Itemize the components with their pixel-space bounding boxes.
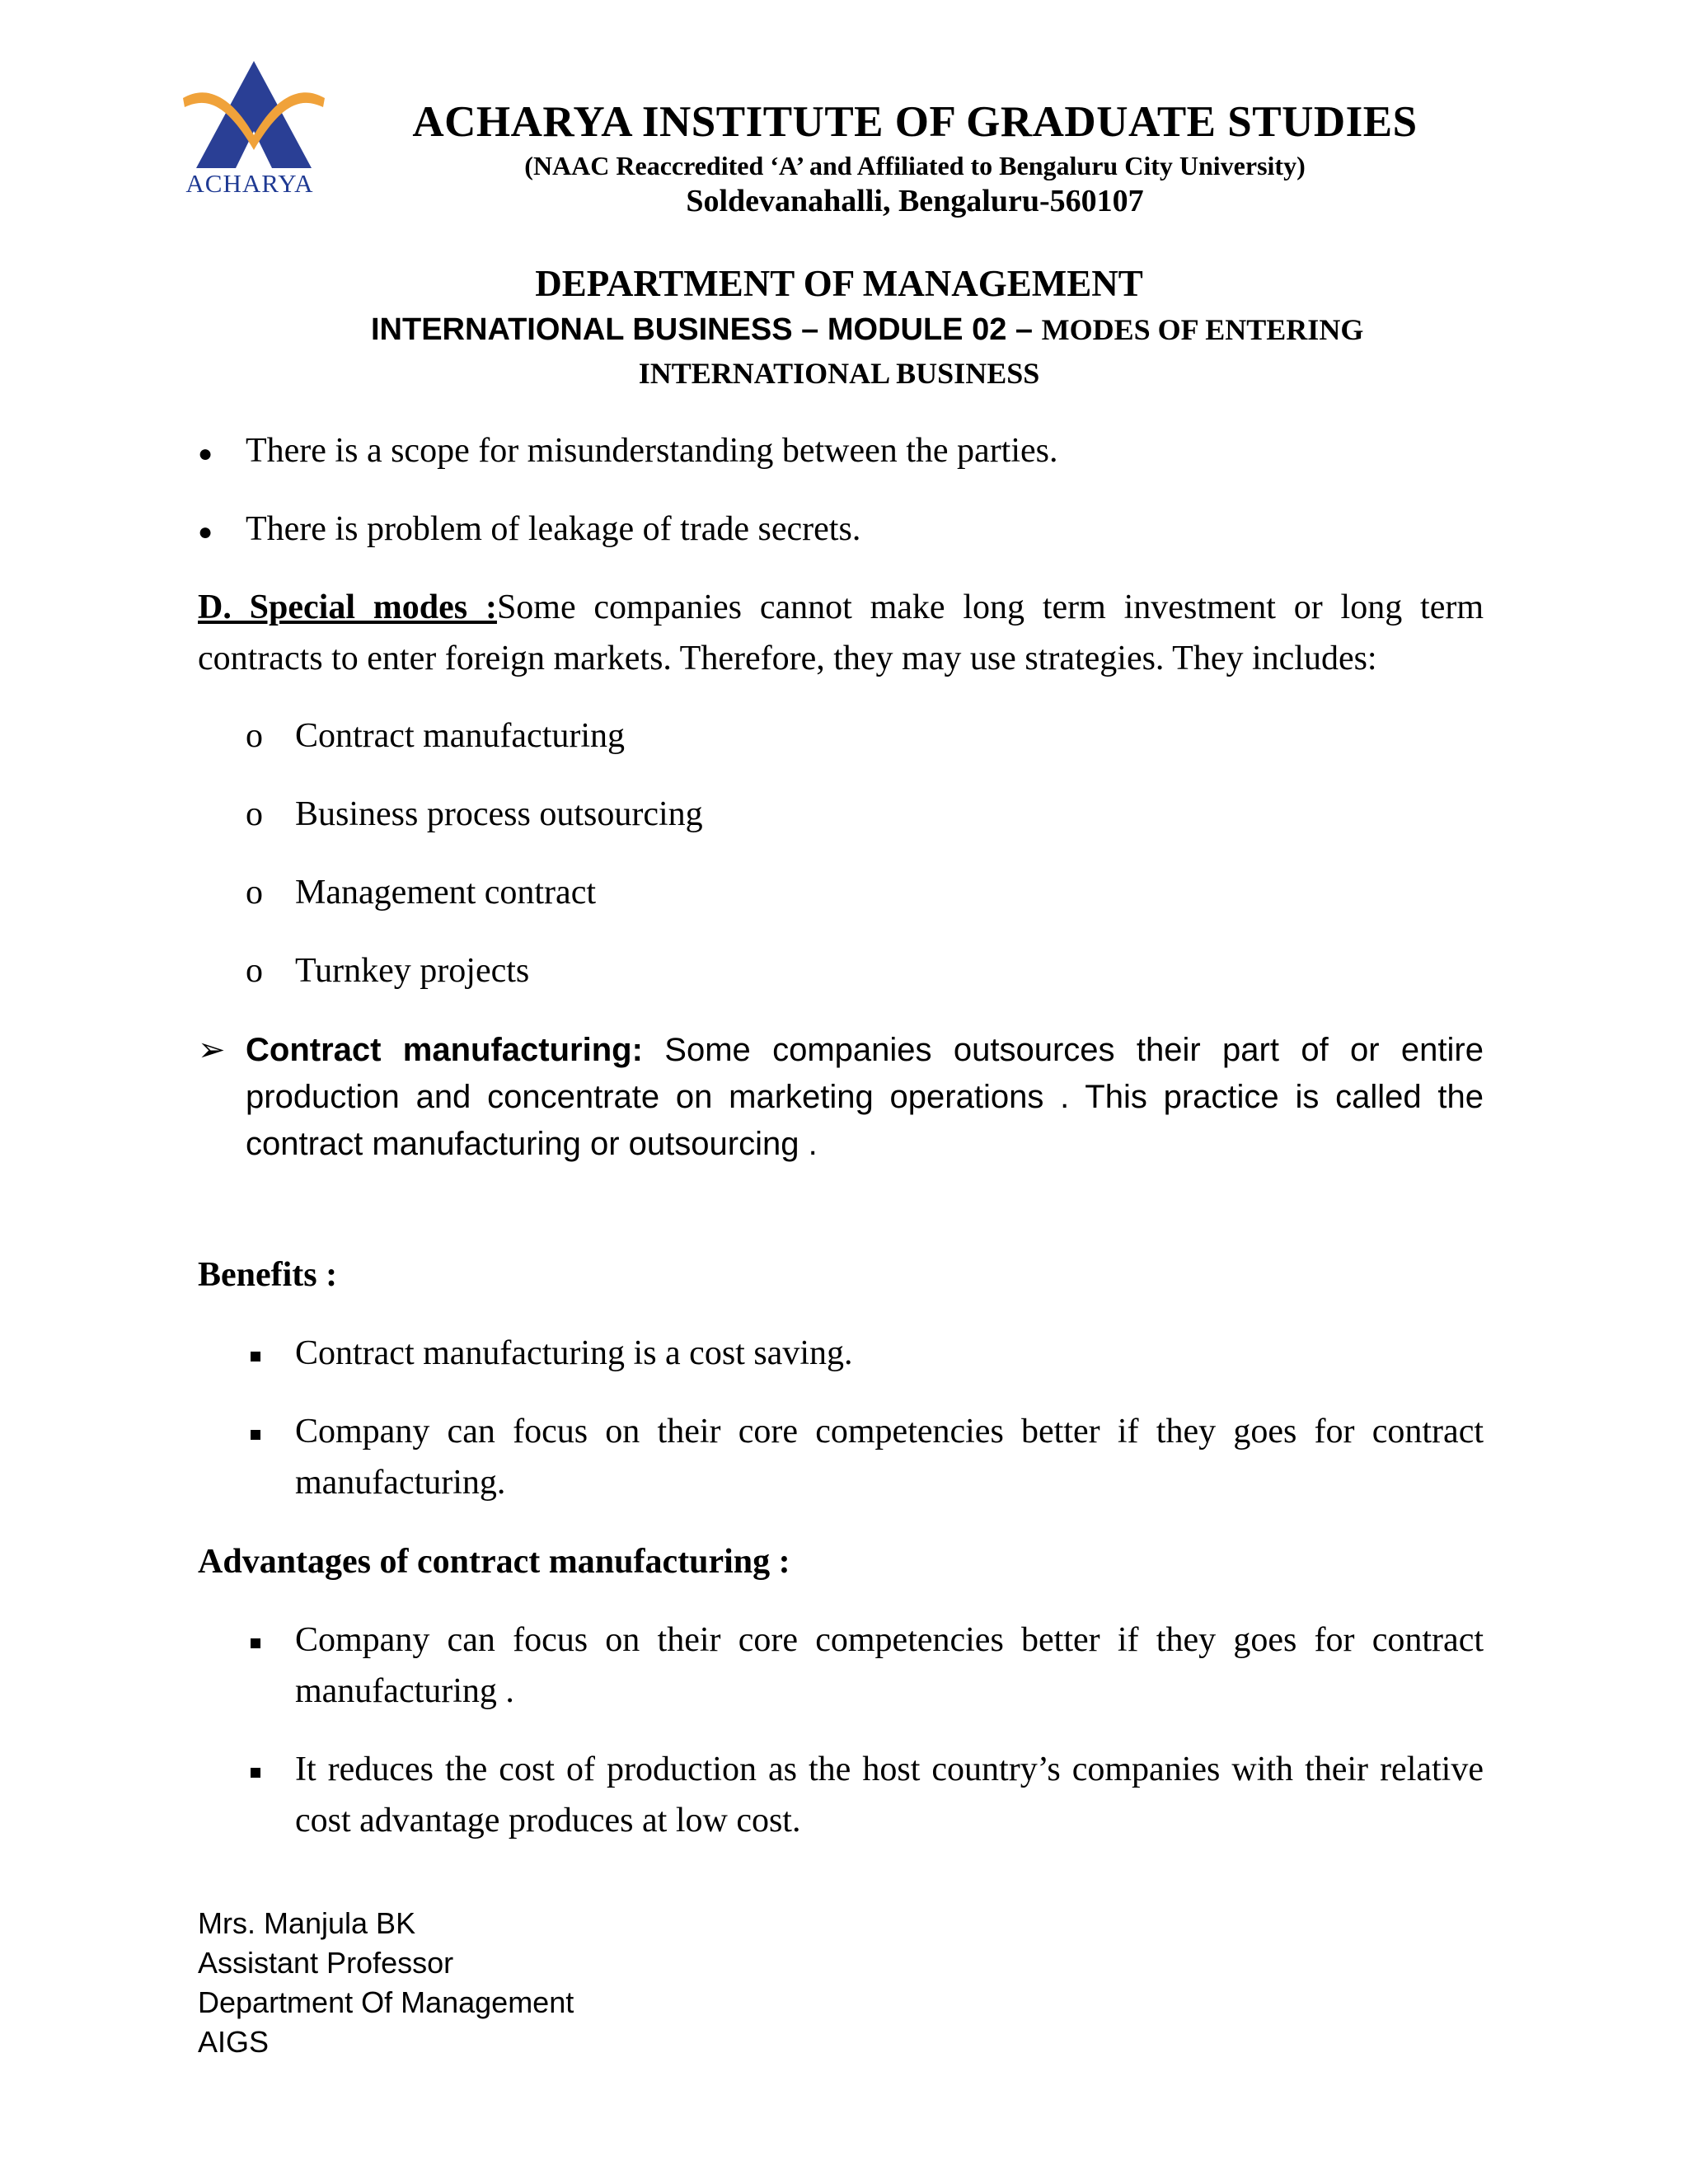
bullet-item	[198, 425, 213, 480]
logo-wordmark: ACHARYA	[185, 169, 314, 198]
special-mode-item: Management contract	[295, 874, 596, 912]
module-topic: MODES OF ENTERING	[1041, 313, 1364, 346]
contract-manufacturing-paragraph	[246, 1027, 1484, 1168]
special-modes-paragraph	[198, 582, 1484, 684]
author-institute: AIGS	[198, 2025, 270, 2059]
special-modes-heading: D. Special modes :	[198, 588, 497, 626]
advantage-item: Company can focus on their core competencies better if they goes for contract manufacturing .	[295, 1621, 1484, 1710]
sub-bullet-o: o	[246, 874, 263, 912]
address-line: Soldevanahalli, Bengaluru-560107	[686, 184, 1144, 218]
module-heading	[371, 312, 1363, 348]
contract-manufacturing-text: Some companies outsources their part of or entire production and concentrate on marketing operations . This practice is called the contract manufacturing or outsourcing .	[246, 1032, 1484, 1162]
bullet-text: There is problem of leakage of trade secrets.	[246, 510, 861, 548]
contract-manufacturing-heading: Contract manufacturing:	[246, 1032, 643, 1068]
bullet-dot-icon: ●	[198, 440, 213, 467]
square-bullet-icon	[251, 1767, 260, 1782]
advantages-heading: Advantages of contract manufacturing :	[198, 1543, 790, 1581]
sub-bullet-o: o	[246, 795, 263, 833]
module-topic-continued: INTERNATIONAL BUSINESS	[638, 357, 1040, 390]
accreditation-line: (NAAC Reaccredited ‘A’ and Affiliated to Bengaluru City University)	[524, 151, 1306, 180]
square-bullet-icon	[251, 1638, 260, 1652]
bullet-text: There is a scope for misunderstanding between the parties.	[246, 432, 1058, 470]
special-mode-item: Contract manufacturing	[295, 717, 626, 755]
author-designation: Assistant Professor	[198, 1946, 454, 1980]
author-name: Mrs. Manjula BK	[198, 1906, 416, 1940]
benefit-item: Company can focus on their core competencies better if they goes for contract manufacturing.	[295, 1413, 1484, 1502]
special-modes-text: Some companies cannot make long term investment or long term contracts to enter foreign markets. Therefore, they may use strategies. They includes:	[198, 588, 1484, 677]
square-bullet-icon	[251, 1351, 260, 1366]
sub-bullet-o: o	[246, 952, 263, 990]
sub-bullet-o: o	[246, 717, 263, 755]
institute-title: ACHARYA INSTITUTE OF GRADUATE STUDIES	[412, 98, 1418, 146]
author-department: Department Of Management	[198, 1985, 574, 2019]
bullet-dot-icon: ●	[198, 518, 213, 546]
benefits-heading: Benefits :	[198, 1256, 338, 1294]
department-heading: DEPARTMENT OF MANAGEMENT	[535, 263, 1143, 304]
arrow-bullet-icon: ➢	[198, 1032, 226, 1068]
special-mode-item: Turnkey projects	[295, 952, 530, 990]
benefit-item: Contract manufacturing is a cost saving.	[295, 1334, 853, 1372]
square-bullet-icon	[251, 1429, 260, 1444]
module-title: INTERNATIONAL BUSINESS – MODULE 02 –	[371, 312, 1042, 347]
bullet-item	[198, 504, 213, 558]
author-footer	[198, 1904, 574, 2062]
advantage-item: It reduces the cost of production as the host country’s companies with their relative cost advantage produces at low cost.	[295, 1750, 1484, 1840]
special-mode-item: Business process outsourcing	[295, 795, 703, 833]
